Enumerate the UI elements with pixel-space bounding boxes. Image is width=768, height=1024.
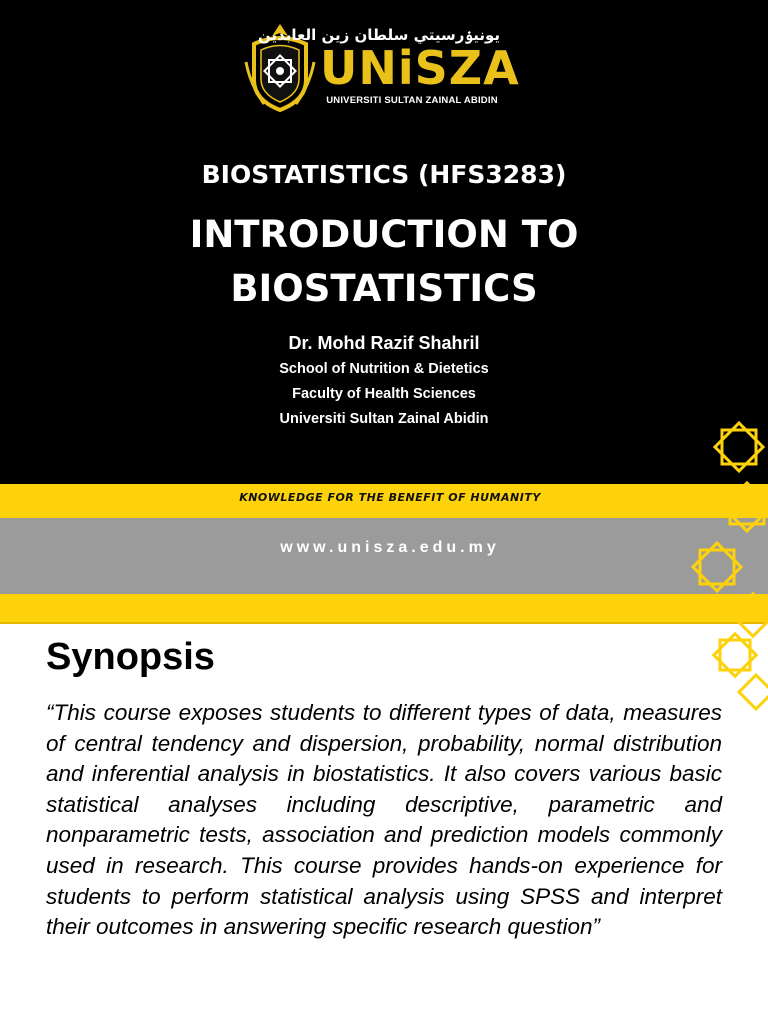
tagline: KNOWLEDGE FOR THE BENEFIT OF HUMANITY: [239, 491, 541, 504]
band-divider: [0, 622, 768, 624]
university-name: Universiti Sultan Zainal Abidin: [279, 411, 489, 427]
university-name-caption: UNIVERSITI SULTAN ZAINAL ABIDIN: [326, 95, 498, 106]
slide-title: [0, 208, 768, 316]
arabic-university-name: يونيۏرسيتي سلطان زين العابدين: [257, 26, 500, 44]
geometric-pattern-icon: [660, 400, 768, 720]
university-logo: [244, 22, 520, 114]
brand-wordmark: UNiSZA: [320, 41, 520, 95]
website-url: www.unisza.edu.my: [280, 539, 500, 556]
faculty-name: Faculty of Health Sciences: [292, 386, 476, 402]
lower-yellow-band: [0, 594, 768, 622]
slide-title-line-2: BIOSTATISTICS: [230, 267, 538, 310]
slide-title-line-1: INTRODUCTION TO: [189, 213, 579, 256]
school-name: School of Nutrition & Dietetics: [279, 361, 489, 377]
synopsis-heading: Synopsis: [46, 636, 215, 678]
synopsis-body: “This course exposes students to different types of data, measures of central tendency and dispersion, probability, normal distribution and inferential analysis in biostatistics. It also covers various basic statistical analyses including descriptive, parametric and nonparametric tests, association and prediction models commonly used in research. This course provides hands-on experience for students to perform statistical analysis using SPSS and interpret their outcomes in answering specific research question”: [46, 700, 722, 940]
course-code: BIOSTATISTICS (HFS3283): [201, 160, 567, 189]
author-name: Dr. Mohd Razif Shahril: [288, 333, 480, 353]
